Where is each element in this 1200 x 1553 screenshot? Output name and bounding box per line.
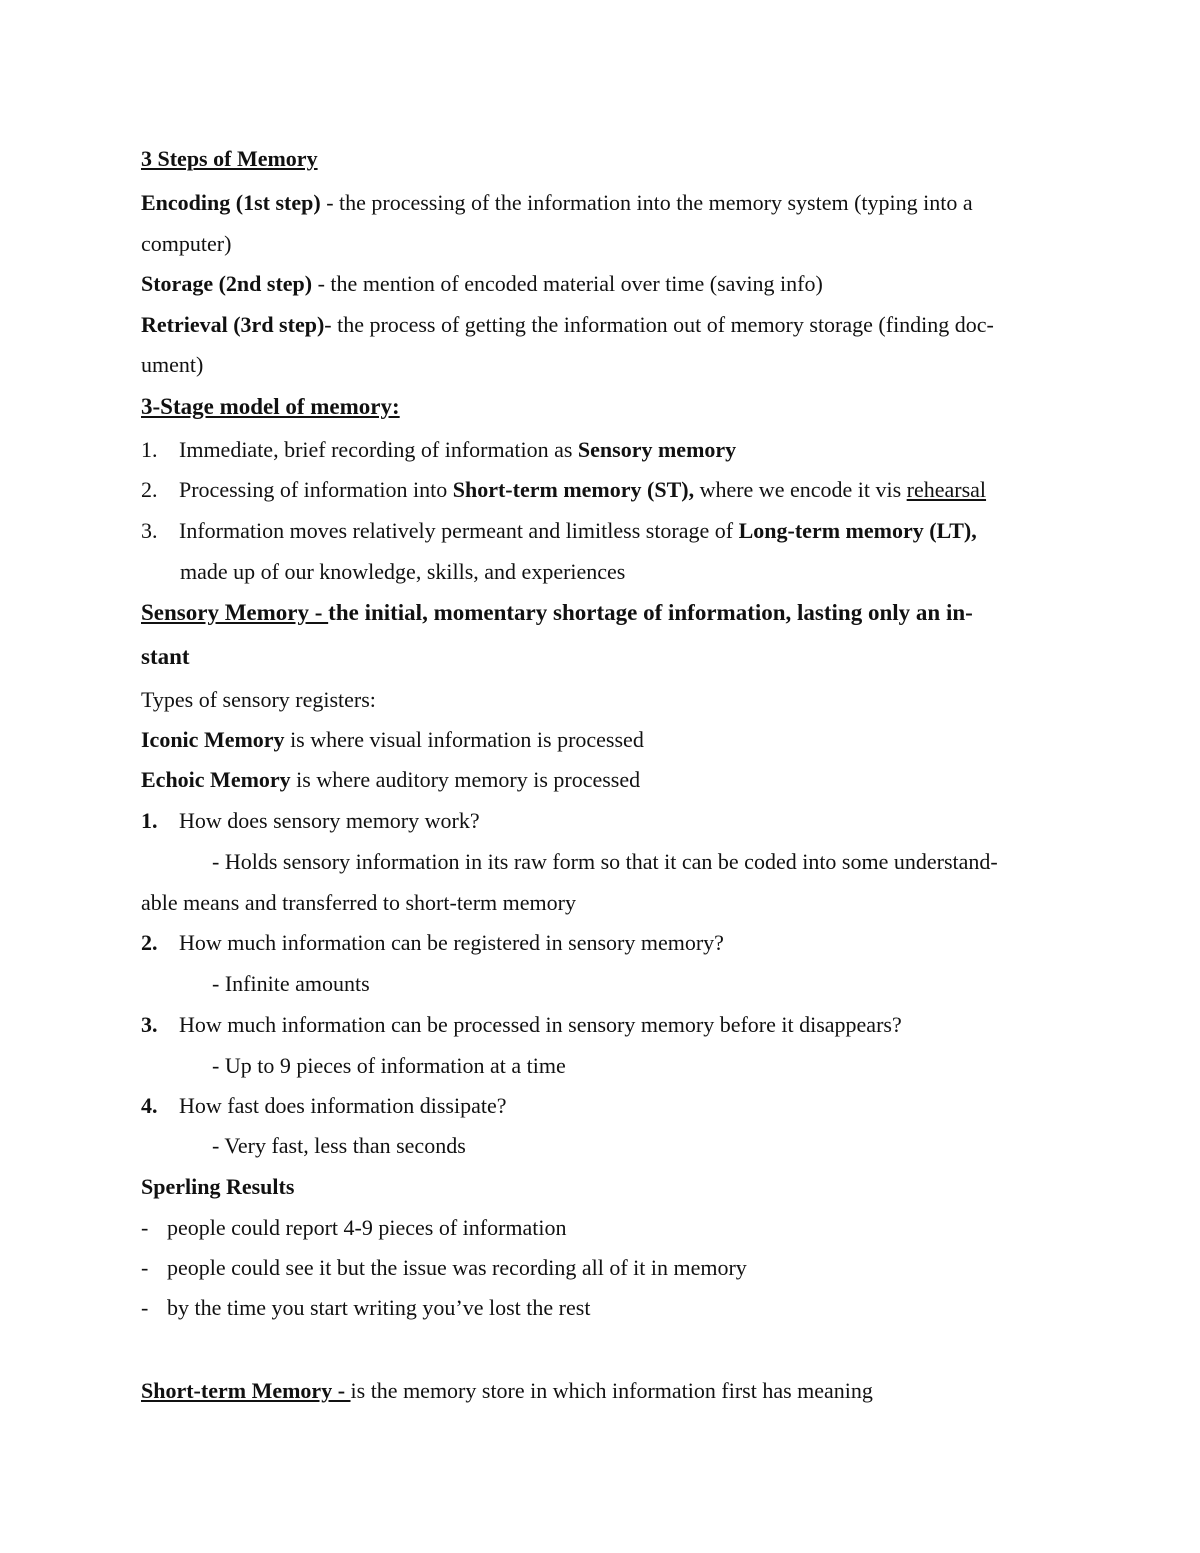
sperling-item: - people could see it but the issue was recording all of it in memory bbox=[141, 1255, 747, 1280]
stage-item-3: 3. Information moves relatively permeant and limitless storage of Long-term memory (LT), bbox=[141, 518, 977, 543]
stage-item-2: 2. Processing of information into Short-term memory (ST), where we encode it vis rehearsal bbox=[141, 477, 987, 502]
encoding-term: Encoding (1st step) bbox=[141, 190, 321, 215]
answer-4: - Very fast, less than seconds bbox=[212, 1133, 466, 1158]
stage-title: 3-Stage model of memory: bbox=[141, 394, 400, 419]
storage-def: - the mention of encoded material over time (saving info) bbox=[312, 271, 823, 296]
storage-line bbox=[141, 269, 823, 299]
retrieval-line bbox=[141, 310, 994, 340]
encoding-line-2: computer) bbox=[141, 231, 232, 256]
question-2: 2. How much information can be registered in sensory memory? bbox=[141, 930, 724, 955]
question-1: 1. How does sensory memory work? bbox=[141, 808, 480, 833]
sperling-item: - people could report 4-9 pieces of information bbox=[141, 1215, 567, 1240]
sensory-heading-2: stant bbox=[141, 644, 190, 669]
retrieval-term: Retrieval (3rd step) bbox=[141, 312, 325, 337]
retrieval-line-2: ument) bbox=[141, 352, 204, 377]
encoding-line bbox=[141, 188, 973, 218]
steps-title: 3 Steps of Memory bbox=[141, 146, 318, 171]
stage-item-1: 1. Immediate, brief recording of information as Sensory memory bbox=[141, 437, 737, 462]
answer-1: - Holds sensory information in its raw form so that it can be coded into some understand- bbox=[212, 849, 998, 874]
question-3: 3. How much information can be processed in sensory memory before it disappears? bbox=[141, 1012, 902, 1037]
sperling-title: Sperling Results bbox=[141, 1174, 295, 1199]
stage-item-3-cont: made up of our knowledge, skills, and experiences bbox=[180, 559, 626, 584]
retrieval-def: - the process of getting the information out of memory storage (finding doc- bbox=[324, 312, 994, 337]
question-4: 4. How fast does information dissipate? bbox=[141, 1093, 507, 1118]
registers-intro: Types of sensory registers: bbox=[141, 687, 376, 712]
short-term-line: Short-term Memory - is the memory store in which information first has meaning bbox=[141, 1378, 873, 1403]
storage-term: Storage (2nd step) bbox=[141, 271, 313, 296]
iconic-line: Iconic Memory is where visual information is processed bbox=[141, 727, 644, 752]
encoding-def: - the processing of the information into the memory system (typing into a bbox=[320, 190, 973, 215]
sensory-heading: Sensory Memory - the initial, momentary shortage of information, lasting only an in- bbox=[141, 600, 973, 625]
answer-1-cont: able means and transferred to short-term memory bbox=[141, 890, 576, 915]
sperling-item: - by the time you start writing you’ve lost the rest bbox=[141, 1295, 591, 1320]
answer-2: - Infinite amounts bbox=[212, 971, 370, 996]
echoic-line: Echoic Memory is where auditory memory is processed bbox=[141, 767, 641, 792]
answer-3: - Up to 9 pieces of information at a time bbox=[212, 1053, 566, 1078]
